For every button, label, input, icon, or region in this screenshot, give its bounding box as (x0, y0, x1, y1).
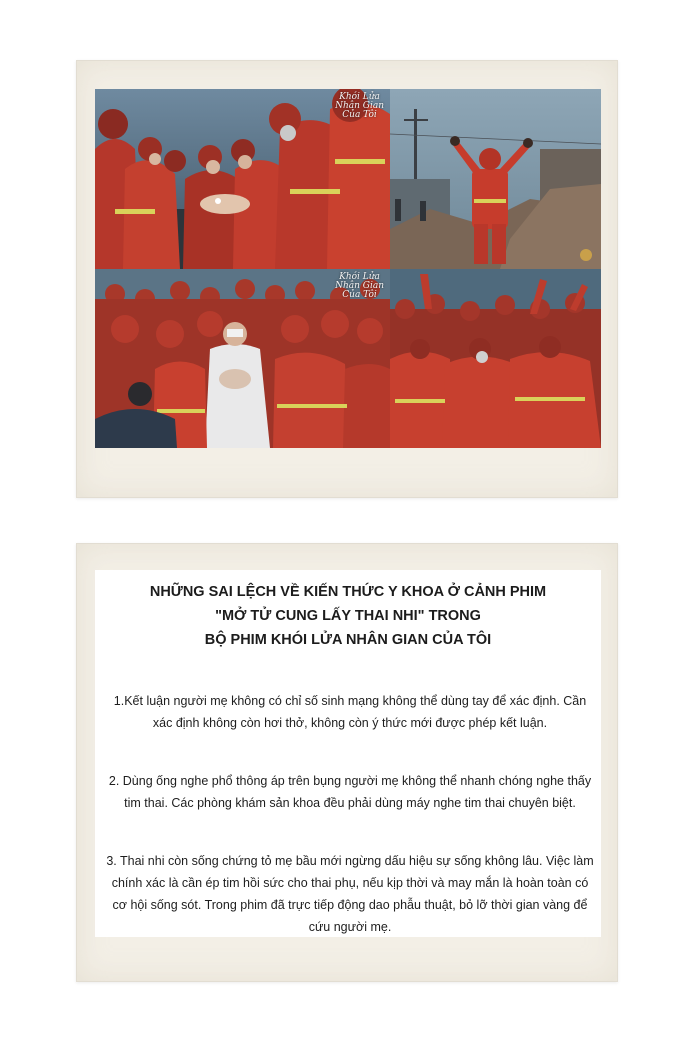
title-line: BỘ PHIM KHÓI LỬA NHÂN GIAN CỦA TÔI (204, 632, 492, 648)
photo-firefighter-celebrating (390, 89, 601, 269)
movie-watermark: Khói Lửa Nhân Gian Của Tôi (335, 92, 384, 120)
movie-watermark: Khói Lửa Nhân Gian Của Tôi (335, 272, 384, 300)
article-panel (95, 570, 601, 937)
text-card (76, 543, 618, 982)
title-line: NHỮNG SAI LỆCH VỀ KIẾN THỨC Y KHOA Ở CẢNH PHIM (149, 584, 547, 600)
title-line: "MỞ TỬ CUNG LẤY THAI NHI" TRONG (215, 608, 481, 624)
paragraph-1: 1.Kết luận người mẹ không có chỉ số sinh mạng không thể dùng tay để xác định. Cần xác định không còn hơi thở, không còn ý thức mới được phép kết luận. (113, 694, 587, 730)
photo-collage (95, 89, 601, 448)
paragraph-3: 3. Thai nhi còn sống chứng tỏ mẹ bầu mới ngừng dấu hiệu sự sống không lâu. Việc làm chính xác là cần ép tim hồi sức cho thai phụ, nếu kịp thời và may mắn là hoàn toàn có cơ hội sống sót. Trong phim đã trực tiếp động dao phẫu thuật, bỏ lỡ thời gian vàng để cứu người mẹ. (106, 854, 594, 934)
article-title (95, 580, 601, 652)
paragraph-2: 2. Dùng ống nghe phổ thông áp trên bụng người mẹ không thể nhanh chóng nghe thấy tim thai. Các phòng khám sản khoa đều phải dùng máy nghe tim thai chuyên biệt. (108, 774, 592, 810)
photo-card (76, 60, 618, 498)
photo-firefighters-cheering (390, 269, 601, 448)
photo-firefighters-group (95, 89, 390, 269)
photo-crowd-with-doctor (95, 269, 390, 448)
